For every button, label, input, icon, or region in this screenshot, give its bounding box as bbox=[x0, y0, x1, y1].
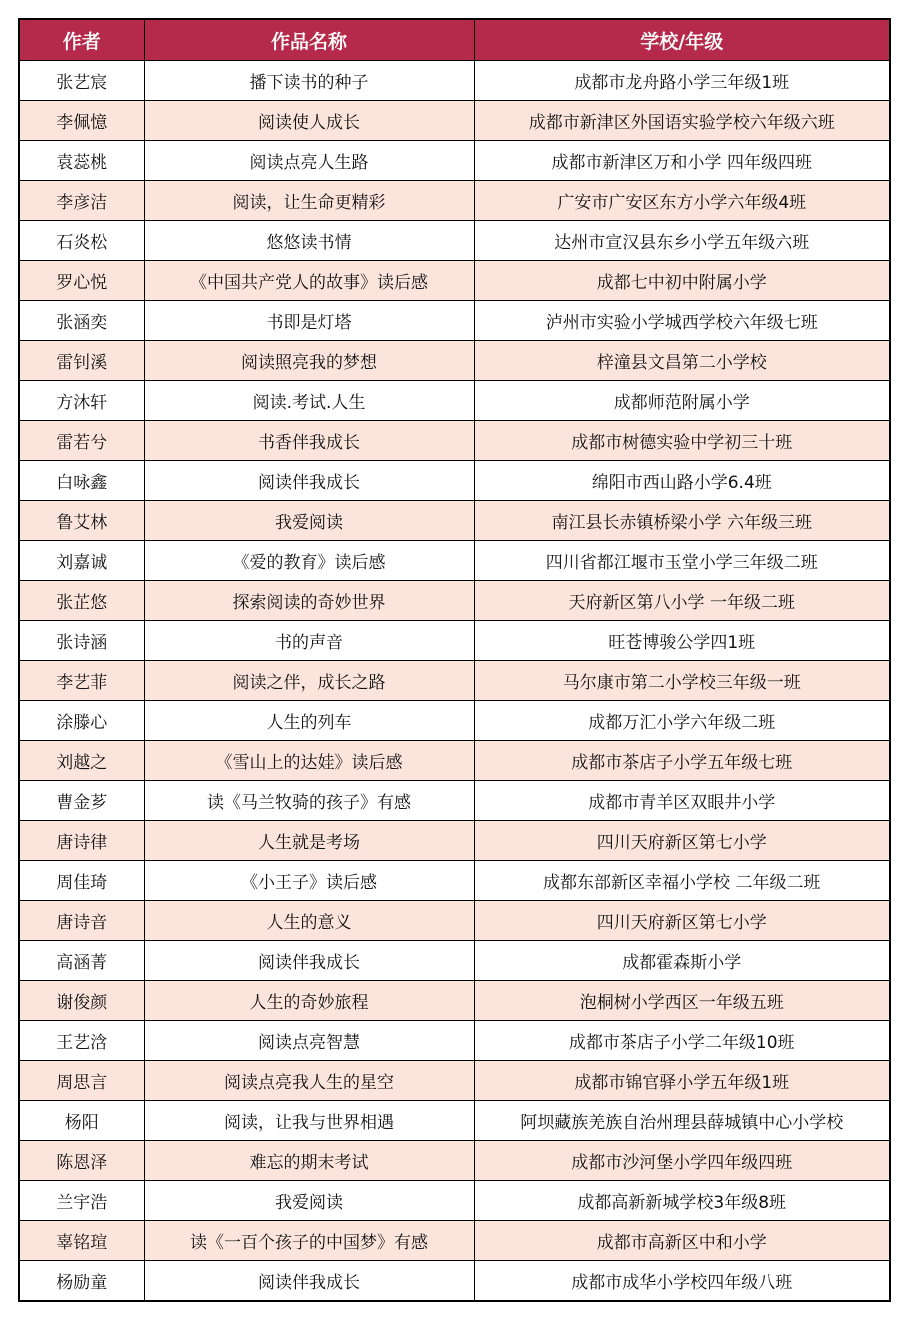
table-row bbox=[19, 1021, 890, 1061]
table-row bbox=[19, 341, 890, 381]
title-cell: 悠悠读书情 bbox=[144, 221, 474, 261]
school-cell: 天府新区第八小学 一年级二班 bbox=[474, 581, 890, 621]
table-row bbox=[19, 901, 890, 941]
title-cell: 阅读照亮我的梦想 bbox=[144, 341, 474, 381]
table-row bbox=[19, 981, 890, 1021]
table-row bbox=[19, 1061, 890, 1101]
table-row bbox=[19, 501, 890, 541]
author-cell: 鲁艾林 bbox=[19, 501, 144, 541]
title-cell: 阅读，让生命更精彩 bbox=[144, 181, 474, 221]
title-cell: 人生的奇妙旅程 bbox=[144, 981, 474, 1021]
table-row bbox=[19, 941, 890, 981]
table-row bbox=[19, 541, 890, 581]
school-cell: 成都市茶店子小学五年级七班 bbox=[474, 741, 890, 781]
title-cell: 人生的意义 bbox=[144, 901, 474, 941]
title-cell: 读《一百个孩子的中国梦》有感 bbox=[144, 1221, 474, 1261]
author-cell: 李佩憶 bbox=[19, 101, 144, 141]
title-cell: 书的声音 bbox=[144, 621, 474, 661]
school-cell: 泡桐树小学西区一年级五班 bbox=[474, 981, 890, 1021]
table-row bbox=[19, 181, 890, 221]
author-cell: 曹金芗 bbox=[19, 781, 144, 821]
school-cell: 成都市新津区万和小学 四年级四班 bbox=[474, 141, 890, 181]
author-cell: 雷钊溪 bbox=[19, 341, 144, 381]
table-row bbox=[19, 581, 890, 621]
awards-table bbox=[18, 18, 891, 1302]
school-cell: 成都东部新区幸福小学校 二年级二班 bbox=[474, 861, 890, 901]
school-cell: 成都市沙河堡小学四年级四班 bbox=[474, 1141, 890, 1181]
school-cell: 成都市茶店子小学二年级10班 bbox=[474, 1021, 890, 1061]
table-row bbox=[19, 261, 890, 301]
school-cell: 成都市新津区外国语实验学校六年级六班 bbox=[474, 101, 890, 141]
school-cell: 成都市树德实验中学初三十班 bbox=[474, 421, 890, 461]
author-cell: 石炎松 bbox=[19, 221, 144, 261]
title-cell: 《小王子》读后感 bbox=[144, 861, 474, 901]
author-cell: 白咏鑫 bbox=[19, 461, 144, 501]
author-cell: 方沐轩 bbox=[19, 381, 144, 421]
school-cell: 四川天府新区第七小学 bbox=[474, 901, 890, 941]
school-cell: 绵阳市西山路小学6.4班 bbox=[474, 461, 890, 501]
table-row bbox=[19, 1221, 890, 1261]
author-cell: 谢俊颜 bbox=[19, 981, 144, 1021]
school-cell: 成都市锦官驿小学五年级1班 bbox=[474, 1061, 890, 1101]
title-cell: 阅读伴我成长 bbox=[144, 941, 474, 981]
title-cell: 《爱的教育》读后感 bbox=[144, 541, 474, 581]
author-cell: 高涵菁 bbox=[19, 941, 144, 981]
table-row bbox=[19, 661, 890, 701]
table-row bbox=[19, 701, 890, 741]
table-row bbox=[19, 301, 890, 341]
title-cell: 阅读.考试.人生 bbox=[144, 381, 474, 421]
title-cell: 人生就是考场 bbox=[144, 821, 474, 861]
table-row bbox=[19, 621, 890, 661]
header-author: 作者 bbox=[19, 19, 144, 61]
school-cell: 成都市高新区中和小学 bbox=[474, 1221, 890, 1261]
title-cell: 阅读点亮人生路 bbox=[144, 141, 474, 181]
title-cell: 我爱阅读 bbox=[144, 1181, 474, 1221]
school-cell: 南江县长赤镇桥梁小学 六年级三班 bbox=[474, 501, 890, 541]
school-cell: 旺苍博骏公学四1班 bbox=[474, 621, 890, 661]
author-cell: 唐诗音 bbox=[19, 901, 144, 941]
header-school: 学校/年级 bbox=[474, 19, 890, 61]
title-cell: 难忘的期末考试 bbox=[144, 1141, 474, 1181]
author-cell: 兰宇浩 bbox=[19, 1181, 144, 1221]
author-cell: 陈恩泽 bbox=[19, 1141, 144, 1181]
title-cell: 探索阅读的奇妙世界 bbox=[144, 581, 474, 621]
author-cell: 刘嘉诚 bbox=[19, 541, 144, 581]
author-cell: 王艺浛 bbox=[19, 1021, 144, 1061]
table-row bbox=[19, 421, 890, 461]
table-row bbox=[19, 1261, 890, 1302]
title-cell: 阅读点亮我人生的星空 bbox=[144, 1061, 474, 1101]
author-cell: 涂滕心 bbox=[19, 701, 144, 741]
school-cell: 成都师范附属小学 bbox=[474, 381, 890, 421]
table-row bbox=[19, 221, 890, 261]
header-row bbox=[19, 19, 890, 61]
title-cell: 书即是灯塔 bbox=[144, 301, 474, 341]
table-row bbox=[19, 861, 890, 901]
title-cell: 《中国共产党人的故事》读后感 bbox=[144, 261, 474, 301]
author-cell: 袁蕊桃 bbox=[19, 141, 144, 181]
title-cell: 读《马兰牧骑的孩子》有感 bbox=[144, 781, 474, 821]
title-cell: 阅读伴我成长 bbox=[144, 461, 474, 501]
table-row bbox=[19, 1101, 890, 1141]
title-cell: 阅读，让我与世界相遇 bbox=[144, 1101, 474, 1141]
school-cell: 成都市成华小学校四年级八班 bbox=[474, 1261, 890, 1302]
school-cell: 达州市宣汉县东乡小学五年级六班 bbox=[474, 221, 890, 261]
table-row bbox=[19, 781, 890, 821]
title-cell: 阅读伴我成长 bbox=[144, 1261, 474, 1302]
school-cell: 四川省都江堰市玉堂小学三年级二班 bbox=[474, 541, 890, 581]
school-cell: 成都市青羊区双眼井小学 bbox=[474, 781, 890, 821]
table-row bbox=[19, 461, 890, 501]
author-cell: 雷若兮 bbox=[19, 421, 144, 461]
title-cell: 播下读书的种子 bbox=[144, 61, 474, 101]
header-title: 作品名称 bbox=[144, 19, 474, 61]
table-row bbox=[19, 101, 890, 141]
author-cell: 李彦洁 bbox=[19, 181, 144, 221]
school-cell: 成都万汇小学六年级二班 bbox=[474, 701, 890, 741]
school-cell: 阿坝藏族羌族自治州理县薛城镇中心小学校 bbox=[474, 1101, 890, 1141]
title-cell: 阅读使人成长 bbox=[144, 101, 474, 141]
school-cell: 成都市龙舟路小学三年级1班 bbox=[474, 61, 890, 101]
table-row bbox=[19, 741, 890, 781]
table-row bbox=[19, 61, 890, 101]
author-cell: 刘越之 bbox=[19, 741, 144, 781]
school-cell: 成都高新新城学校3年级8班 bbox=[474, 1181, 890, 1221]
table-row bbox=[19, 381, 890, 421]
author-cell: 张涵奕 bbox=[19, 301, 144, 341]
author-cell: 周佳琦 bbox=[19, 861, 144, 901]
title-cell: 我爱阅读 bbox=[144, 501, 474, 541]
school-cell: 成都七中初中附属小学 bbox=[474, 261, 890, 301]
school-cell: 梓潼县文昌第二小学校 bbox=[474, 341, 890, 381]
author-cell: 辜铭瑄 bbox=[19, 1221, 144, 1261]
author-cell: 张芷悠 bbox=[19, 581, 144, 621]
author-cell: 周思言 bbox=[19, 1061, 144, 1101]
title-cell: 阅读之伴，成长之路 bbox=[144, 661, 474, 701]
title-cell: 阅读点亮智慧 bbox=[144, 1021, 474, 1061]
school-cell: 广安市广安区东方小学六年级4班 bbox=[474, 181, 890, 221]
school-cell: 成都霍森斯小学 bbox=[474, 941, 890, 981]
school-cell: 马尔康市第二小学校三年级一班 bbox=[474, 661, 890, 701]
author-cell: 唐诗律 bbox=[19, 821, 144, 861]
table-row bbox=[19, 821, 890, 861]
author-cell: 杨阳 bbox=[19, 1101, 144, 1141]
school-cell: 四川天府新区第七小学 bbox=[474, 821, 890, 861]
table-row bbox=[19, 1141, 890, 1181]
table-row bbox=[19, 1181, 890, 1221]
school-cell: 泸州市实验小学城西学校六年级七班 bbox=[474, 301, 890, 341]
title-cell: 书香伴我成长 bbox=[144, 421, 474, 461]
author-cell: 张艺宸 bbox=[19, 61, 144, 101]
table-row bbox=[19, 141, 890, 181]
title-cell: 《雪山上的达娃》读后感 bbox=[144, 741, 474, 781]
author-cell: 李艺菲 bbox=[19, 661, 144, 701]
title-cell: 人生的列车 bbox=[144, 701, 474, 741]
author-cell: 张诗涵 bbox=[19, 621, 144, 661]
author-cell: 杨励童 bbox=[19, 1261, 144, 1302]
author-cell: 罗心悦 bbox=[19, 261, 144, 301]
